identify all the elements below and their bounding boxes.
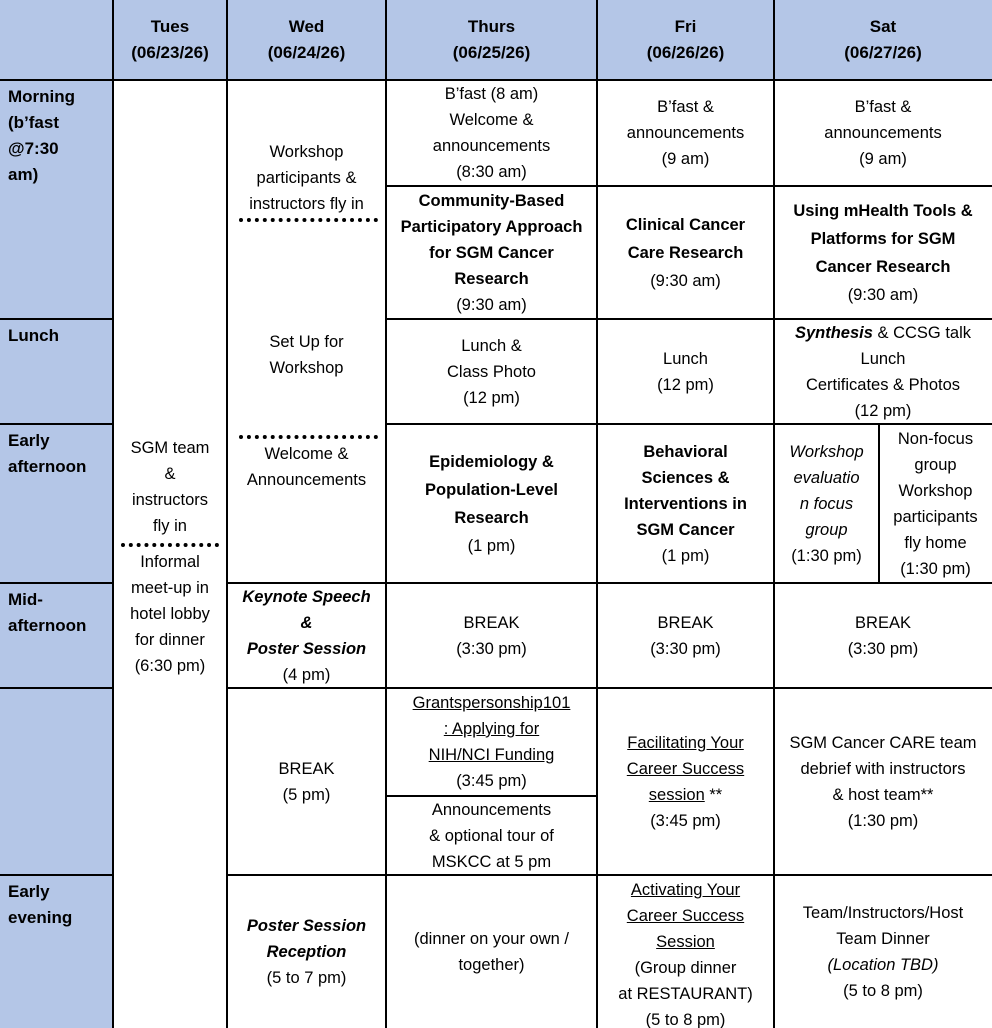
header-fri bbox=[597, 0, 774, 80]
sat-nonfocus-line: group bbox=[914, 455, 957, 474]
fri-breakfast bbox=[597, 80, 774, 186]
thu-announcements bbox=[386, 796, 597, 875]
sat-nonfocus-line: fly home bbox=[904, 533, 967, 552]
sat-lunch-time: (12 pm) bbox=[854, 401, 912, 420]
wed-setup-line: Workshop bbox=[269, 359, 344, 377]
grid-line bbox=[878, 424, 880, 583]
sat-session-title: Using mHealth Tools & bbox=[793, 201, 973, 220]
row-label-line: @7:30 bbox=[8, 139, 59, 158]
fri-break bbox=[597, 583, 774, 688]
thu-breakfast-line: announcements bbox=[432, 137, 551, 155]
fri-session-title: Behavioral bbox=[643, 442, 728, 461]
wed-welcome-line: Announcements bbox=[246, 471, 367, 489]
day-name: Tues bbox=[150, 17, 190, 36]
sat-eval-focus-group bbox=[774, 424, 879, 583]
sat-dinner-location: (Location TBD) bbox=[827, 955, 939, 974]
thu-grants-time: (3:45 pm) bbox=[456, 772, 527, 790]
fri-breakfast-line: B’fast & bbox=[657, 98, 714, 116]
fri-career-link[interactable]: session bbox=[648, 785, 705, 804]
fri-lunch-line: (12 pm) bbox=[657, 375, 714, 394]
grid-line bbox=[227, 874, 992, 876]
wed-keynote-amp: & bbox=[300, 613, 313, 632]
thu-session-title: for SGM Cancer bbox=[429, 243, 554, 262]
header-thu bbox=[386, 0, 597, 80]
wed-dotted-divider-1 bbox=[239, 218, 378, 222]
fri-career-facilitating bbox=[597, 688, 774, 875]
wed-break-time: (5 pm) bbox=[282, 785, 331, 804]
wed-setup-line: Set Up for bbox=[269, 333, 344, 351]
fri-activating-link[interactable]: Session bbox=[656, 933, 715, 951]
fri-break-label: BREAK bbox=[657, 613, 714, 632]
row-label-morning bbox=[0, 80, 113, 319]
day-name: Fri bbox=[674, 17, 697, 36]
sat-lunch-line: Lunch bbox=[860, 349, 906, 368]
sat-break bbox=[774, 583, 992, 688]
row-label-early-afternoon bbox=[0, 424, 113, 583]
wed-keynote-time: (4 pm) bbox=[282, 665, 331, 684]
fri-career-time: (3:45 pm) bbox=[650, 811, 721, 830]
fri-activating-time: (5 to 8 pm) bbox=[645, 1011, 726, 1028]
thu-breakfast bbox=[386, 80, 597, 186]
row-label-line: afternoon bbox=[8, 457, 87, 476]
thu-announcements-line: MSKCC at 5 pm bbox=[431, 852, 552, 871]
grid-line bbox=[0, 423, 113, 425]
sat-nonfocus-group bbox=[879, 424, 992, 583]
sat-nonfocus-line: Workshop bbox=[898, 481, 973, 500]
thu-session-time: (9:30 am) bbox=[456, 295, 527, 314]
sat-synthesis: Synthesis bbox=[794, 323, 873, 342]
sat-lunch bbox=[774, 319, 992, 424]
day-name: Sat bbox=[869, 17, 897, 36]
fri-session-time: (9:30 am) bbox=[650, 271, 721, 290]
grid-line bbox=[0, 687, 113, 689]
wed-dotted-divider-2 bbox=[239, 435, 378, 439]
day-date: (06/24/26) bbox=[267, 43, 346, 62]
sat-session-title: Platforms for SGM bbox=[810, 229, 956, 248]
fri-career-link[interactable]: Career Success bbox=[626, 759, 745, 778]
thu-session-time: (1 pm) bbox=[467, 536, 516, 555]
thu-breakfast-line: B’fast (8 am) bbox=[444, 85, 539, 103]
row-label-lunch bbox=[0, 319, 113, 424]
fri-breakfast-line: announcements bbox=[626, 124, 745, 142]
sat-debrief bbox=[774, 688, 992, 875]
wed-setup bbox=[227, 328, 386, 382]
sat-dinner-line: Team Dinner bbox=[836, 929, 930, 948]
header-wed bbox=[227, 0, 386, 80]
tue-meetup bbox=[113, 547, 227, 681]
sat-ccsg-talk: & CCSG talk bbox=[872, 323, 972, 342]
thu-grants-link[interactable]: NIH/NCI Funding bbox=[428, 746, 555, 764]
sat-session-mhealth bbox=[774, 186, 992, 319]
day-date: (06/26/26) bbox=[646, 43, 725, 62]
fri-session-title: Sciences & bbox=[641, 468, 730, 487]
fri-activating-detail: (Group dinner bbox=[634, 959, 737, 977]
sat-breakfast-line: announcements bbox=[824, 124, 942, 142]
thu-session-title: Research bbox=[454, 508, 529, 527]
sat-session-title: Cancer Research bbox=[815, 257, 951, 276]
day-date: (06/23/26) bbox=[131, 43, 209, 62]
fri-session-clinical bbox=[597, 186, 774, 319]
sat-breakfast bbox=[774, 80, 992, 186]
grid-line bbox=[227, 687, 992, 689]
fri-session-behavioral bbox=[597, 424, 774, 583]
thu-session-title: Community-Based bbox=[418, 191, 565, 210]
wed-welcome bbox=[227, 440, 386, 494]
fri-session-title: Clinical Cancer bbox=[625, 215, 746, 234]
thu-session-community bbox=[386, 186, 597, 319]
grid-line bbox=[386, 795, 597, 797]
wed-fly-in bbox=[227, 138, 386, 218]
sat-nonfocus-time: (1:30 pm) bbox=[900, 559, 971, 578]
corner-cell bbox=[0, 0, 113, 80]
row-label-line: am) bbox=[8, 165, 39, 184]
wed-reception-title: Poster Session bbox=[246, 916, 367, 935]
thu-lunch-line: (12 pm) bbox=[463, 388, 520, 407]
sat-nonfocus-line: Non-focus bbox=[897, 429, 974, 448]
thu-grants-link[interactable]: Grantspersonship101 bbox=[412, 694, 571, 712]
wed-break bbox=[227, 688, 386, 875]
thu-dinner bbox=[386, 875, 597, 1028]
day-date: (06/27/26) bbox=[844, 43, 922, 62]
sat-breakfast-line: B’fast & bbox=[854, 98, 912, 116]
thu-breakfast-line: Welcome & bbox=[449, 111, 534, 129]
wed-fly-in-line: Workshop bbox=[269, 143, 344, 161]
wed-break-label: BREAK bbox=[278, 759, 335, 778]
day-name: Wed bbox=[288, 17, 325, 36]
fri-activating-link[interactable]: Career Success bbox=[626, 907, 745, 925]
sat-session-time: (9:30 am) bbox=[847, 285, 919, 304]
wed-fly-in-line: participants & bbox=[256, 169, 357, 187]
fri-lunch-line: Lunch bbox=[663, 349, 708, 368]
sat-eval-line: n focus bbox=[799, 494, 854, 513]
grid-line bbox=[386, 423, 992, 425]
wed-reception-title: Reception bbox=[266, 942, 347, 961]
thu-session-title: Epidemiology & bbox=[429, 452, 554, 471]
thu-breakfast-line: (8:30 am) bbox=[456, 163, 527, 181]
sat-break-label: BREAK bbox=[855, 613, 911, 632]
thu-session-title: Research bbox=[454, 269, 529, 288]
sat-debrief-line: SGM Cancer CARE team bbox=[789, 733, 977, 752]
sat-debrief-time: (1:30 pm) bbox=[847, 811, 919, 830]
wed-reception-time: (5 to 7 pm) bbox=[266, 968, 347, 987]
fri-career-note: ** bbox=[704, 785, 723, 804]
thu-session-title: Population-Level bbox=[425, 480, 558, 499]
thu-lunch-line: Lunch & bbox=[461, 336, 522, 355]
thu-lunch bbox=[386, 319, 597, 424]
sat-nonfocus-line: participants bbox=[893, 507, 978, 526]
day-date: (06/25/26) bbox=[452, 43, 531, 62]
tue-arrival-line: & bbox=[164, 465, 176, 483]
tue-arrival-line: SGM team bbox=[130, 439, 210, 457]
thu-break-label: BREAK bbox=[463, 613, 520, 632]
wed-keynote bbox=[227, 583, 386, 688]
wed-reception bbox=[227, 875, 386, 1028]
tue-meetup-line: for dinner bbox=[135, 631, 205, 649]
tue-meetup-line: (6:30 pm) bbox=[134, 657, 206, 675]
fri-lunch bbox=[597, 319, 774, 424]
grid-line bbox=[0, 582, 113, 584]
row-label-mid-afternoon bbox=[0, 583, 113, 688]
tue-arrival-line: fly in bbox=[153, 517, 187, 535]
fri-activating-detail: at RESTAURANT) bbox=[618, 985, 753, 1003]
sat-eval-line: evaluatio bbox=[793, 468, 860, 487]
fri-activating-link[interactable]: Activating Your bbox=[630, 881, 741, 899]
thu-break-time: (3:30 pm) bbox=[456, 639, 527, 658]
tue-meetup-line: meet-up in bbox=[131, 579, 209, 597]
fri-break-time: (3:30 pm) bbox=[650, 639, 721, 658]
thu-grants bbox=[386, 688, 597, 796]
fri-career-link[interactable]: Facilitating Your bbox=[627, 733, 744, 752]
tue-arrival-line: instructors bbox=[131, 491, 209, 509]
wed-keynote-poster: Poster Session bbox=[246, 639, 367, 658]
wed-fly-in-line: instructors fly in bbox=[249, 195, 364, 213]
grid-line bbox=[0, 318, 113, 320]
row-label-line: Early bbox=[8, 882, 50, 901]
day-name: Thurs bbox=[467, 17, 516, 36]
fri-session-title: Care Research bbox=[627, 243, 744, 262]
fri-breakfast-line: (9 am) bbox=[661, 150, 710, 168]
grid-line bbox=[386, 318, 992, 320]
thu-break bbox=[386, 583, 597, 688]
grid-line bbox=[0, 79, 992, 81]
fri-session-title: SGM Cancer bbox=[636, 520, 735, 539]
thu-dinner-line: (dinner on your own / bbox=[413, 929, 569, 948]
thu-announcements-line: Announcements bbox=[431, 800, 552, 819]
thu-dinner-line: together) bbox=[458, 955, 525, 974]
row-label-late-afternoon bbox=[0, 688, 113, 875]
row-label-early-evening bbox=[0, 875, 113, 1028]
wed-welcome-line: Welcome & bbox=[264, 445, 349, 463]
thu-session-title: Participatory Approach bbox=[400, 217, 583, 236]
row-label-line: Early bbox=[8, 431, 50, 450]
tue-meetup-line: hotel lobby bbox=[130, 605, 210, 623]
sat-break-time: (3:30 pm) bbox=[847, 639, 919, 658]
thu-announcements-line: & optional tour of bbox=[429, 826, 554, 845]
sat-debrief-line: debrief with instructors bbox=[800, 759, 966, 778]
fri-session-time: (1 pm) bbox=[661, 546, 710, 565]
sat-eval-time: (1:30 pm) bbox=[791, 546, 862, 565]
thu-session-epidemiology bbox=[386, 424, 597, 583]
row-label-line: Mid- bbox=[8, 590, 43, 609]
sat-lunch-line: Certificates & Photos bbox=[805, 375, 961, 394]
grid-line bbox=[386, 185, 992, 187]
row-label-line: evening bbox=[8, 908, 73, 927]
grid-line bbox=[0, 874, 113, 876]
row-label-line: Morning bbox=[8, 87, 76, 106]
tue-arrival bbox=[113, 433, 227, 541]
wed-keynote-title: Keynote Speech bbox=[242, 587, 371, 606]
fri-session-title: Interventions in bbox=[624, 494, 747, 513]
row-label-line: (b’fast bbox=[8, 113, 59, 132]
header-sat bbox=[774, 0, 992, 80]
tue-meetup-line: Informal bbox=[140, 553, 200, 571]
sat-dinner-line: Team/Instructors/Host bbox=[802, 903, 964, 922]
sat-breakfast-line: (9 am) bbox=[859, 150, 907, 168]
thu-lunch-line: Class Photo bbox=[447, 362, 536, 381]
sat-eval-line: group bbox=[805, 520, 848, 539]
grid-line bbox=[227, 582, 992, 584]
row-label-line: afternoon bbox=[8, 616, 87, 635]
header-tue bbox=[113, 0, 227, 80]
sat-debrief-line: & host team** bbox=[832, 785, 934, 804]
sat-dinner-time: (5 to 8 pm) bbox=[843, 981, 923, 1000]
row-label-line: Lunch bbox=[8, 326, 59, 345]
fri-career-activating bbox=[597, 875, 774, 1028]
sat-dinner bbox=[774, 875, 992, 1028]
thu-grants-link[interactable]: : Applying for bbox=[443, 720, 540, 738]
sat-eval-line: Workshop bbox=[789, 442, 864, 461]
